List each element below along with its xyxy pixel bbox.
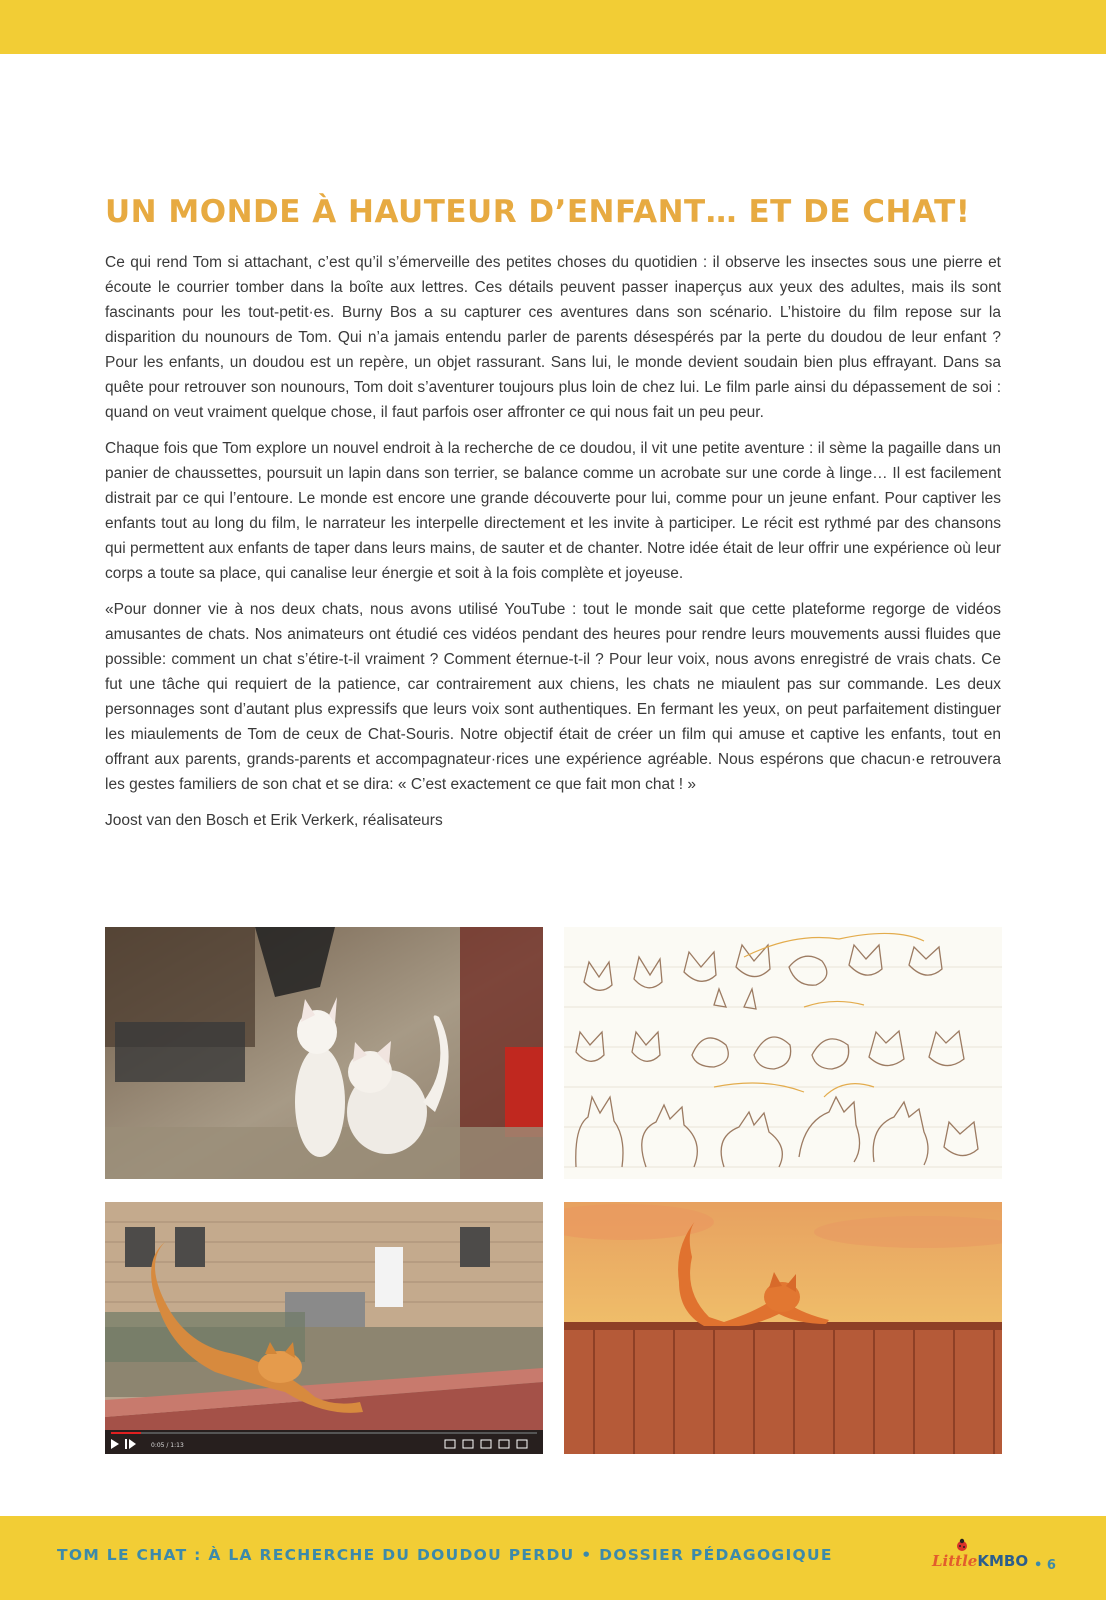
logo-little-text: Little xyxy=(932,1552,978,1570)
signature: Joost van den Bosch et Erik Verkerk, réalisateurs xyxy=(105,812,443,829)
paragraph-2: Chaque fois que Tom explore un nouvel endroit à la recherche de ce doudou, il vit une petite aventure : il sème la pagaille dans un panier de chaussettes, poursuit un lapin dans son terrier, se balance comme un acrobate sur une corde à linge… Il est facilement distrait par ce qui l’entoure. Le monde est encore une grande découverte pour lui, comme pour un jeune enfant. Pour captiver les enfants tout au long du film, le narrateur les interpelle directement et les invite à participer. Le récit est rythmé par des chansons qui permettent aux enfants de taper dans leurs mains, de sauter et de chanter. Notre idée était de leur offrir une expérience où leur corps a toute sa place, qui canalise leur énergie et soit à la fois complète et joyeuse. xyxy=(105,440,1001,582)
footer-title: TOM LE CHAT : À LA RECHERCHE DU DOUDOU PERDU • DOSSIER PÉDAGOGIQUE xyxy=(57,1546,833,1564)
photo-cat-sketches xyxy=(564,927,1002,1179)
video-time: 0:05 / 1:13 xyxy=(151,1442,184,1449)
little-kmbo-logo xyxy=(932,1552,1028,1580)
paragraph-1: Ce qui rend Tom si attachant, c’est qu’il s’émerveille des petites choses du quotidien : il observe les insectes sous une pierre et écoute le courrier tomber dans la boîte aux lettres. Ces détails peuvent passer inaperçus aux yeux des adultes, mais ils sont fascinants pour les tout-petit·es. Burny Bos a su capturer ces aventures dans son scénario. L’histoire du film repose sur la disparition du nounours de Tom. Qui n’a jamais entendu parler de parents désespérés par la perte du doudou de leur enfant ? Pour les enfants, un doudou est un repère, un objet rassurant. Sans lui, le monde devient soudain bien plus effrayant. Dans sa quête pour retrouver son nounours, Tom doit s’aventurer toujours plus loin de chez lui. Le film parle ainsi du dépassement de soi : quand on veut vraiment quelque chose, il faut parfois oser affronter ce qui nous fait un peu peur. xyxy=(105,254,1001,421)
page-number: • 6 xyxy=(1034,1558,1056,1573)
logo-kmbo-text: KMBO xyxy=(977,1552,1029,1570)
video-cat-stretching[interactable] xyxy=(105,1202,543,1454)
paragraph-3-quote: «Pour donner vie à nos deux chats, nous avons utilisé YouTube : tout le monde sait que cette plateforme regorge de vidéos amusantes de chats. Nos animateurs ont étudié ces vidéos pendant des heures pour rendre leurs mouvements aussi fluides que possible: comment un chat s’étire-t-il vraiment ? Comment éternue-t-il ? Pour leur voix, nous avons enregistré de vrais chats. Ce fut une tâche qui requiert de la patience, car contrairement aux chiens, les chats ne miaulent pas sur commande. Les deux personnages sont d’autant plus expressifs que leurs voix sont authentiques. En fermant les yeux, on peut parfaitement distinguer les miaulements de Tom de ceux de Chat-Souris. Notre objectif était de créer un film qui amuse et captive les enfants, tout en offrant aux parents, grands-parents et accompagnateur·rices une expérience agréable. Nous espérons que chacun·e retrouvera les gestes familiers de son chat et se dira: « C’est exactement ce que fait mon chat ! » xyxy=(105,601,1001,793)
photo-white-cats xyxy=(105,927,543,1179)
article-title: UN MONDE À HAUTEUR D’ENFANT… ET DE CHAT! xyxy=(105,194,971,230)
article-body xyxy=(105,250,1001,844)
top-color-band xyxy=(0,0,1106,54)
ladybug-icon xyxy=(955,1538,969,1552)
illustration-cat-on-fence xyxy=(564,1202,1002,1454)
